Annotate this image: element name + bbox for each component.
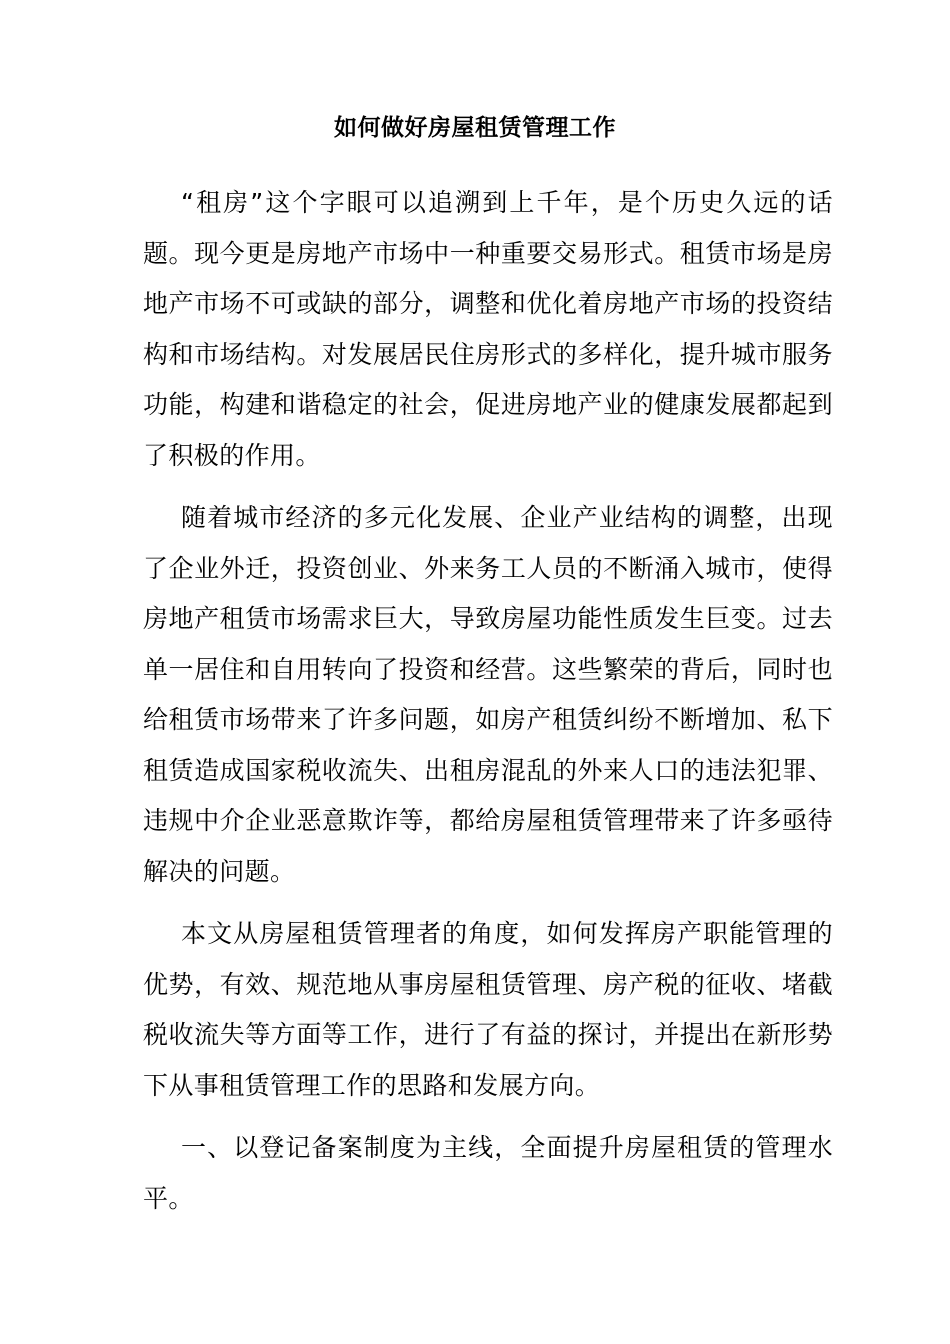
paragraph-market-problems: 随着城市经济的多元化发展、企业产业结构的调整，出现了企业外迁，投资创业、外来务工人员的不断涌入城市，使得房地产租赁市场需求巨大，导致房屋功能性质发生巨变。过去单一居住和自用转向了投资和经营。这些繁荣的背后，同时也给租赁市场带来了许多问题，如房产租赁纠纷不断增加、私下租赁造成国家税收流失、出租房混乱的外来人口的违法犯罪、违规中介企业恶意欺诈等，都给房屋租赁管理带来了许多亟待解决的问题。 [143,503,833,886]
paragraph-purpose: 本文从房屋租赁管理者的角度，如何发挥房产职能管理的优势，有效、规范地从事房屋租赁管理、房产税的征收、堵截税收流失等方面等工作，进行了有益的探讨，并提出在新形势下从事租赁管理工作的思路和发展方向。 [143,919,833,1100]
paragraph-intro: “租房”这个字眼可以追溯到上千年，是个历史久远的话题。现今更是房地产市场中一种重要交易形式。租赁市场是房地产市场不可或缺的部分，调整和优化着房地产市场的投资结构和市场结构。对发展居民住房形式的多样化，提升城市服务功能，构建和谐稳定的社会，促进房地产业的健康发展都起到了积极的作用。 [143,188,833,470]
section-heading-1: 一、以登记备案制度为主线，全面提升房屋租赁的管理水平。 [143,1133,833,1213]
document-body [143,178,833,1236]
document-title: 如何做好房屋租赁管理工作 [334,115,616,141]
